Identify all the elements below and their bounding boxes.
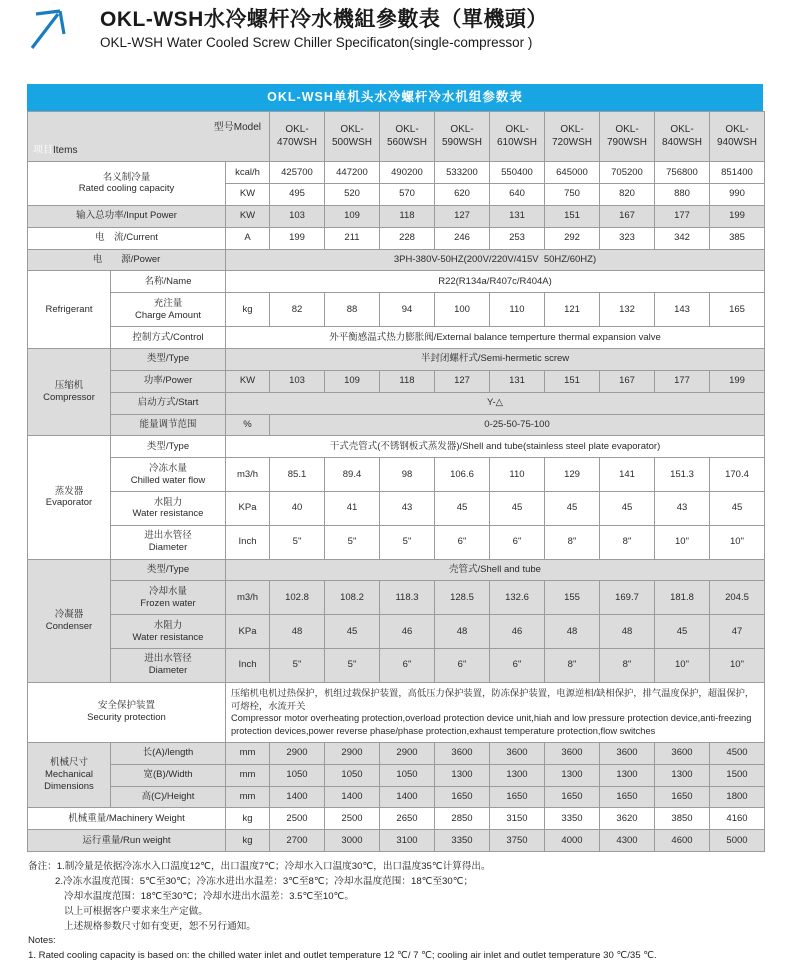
value-cell: 1650 (600, 786, 655, 808)
value-cell: 48 (545, 615, 600, 649)
value-cell: 292 (545, 227, 600, 249)
value-cell: 3850 (655, 808, 710, 830)
value-cell: 6" (435, 525, 490, 559)
group-label: Refrigerant (28, 271, 111, 349)
value-cell: 48 (435, 615, 490, 649)
item-label: 控制方式/Control (111, 327, 226, 349)
item-label: 长(A)/length (111, 742, 226, 764)
value-cell: 620 (435, 183, 490, 205)
value-cell: 2900 (325, 742, 380, 764)
item-label: 冷却水量 Frozen water (111, 581, 226, 615)
value-cell: 118.3 (380, 581, 435, 615)
value-cell: 3350 (545, 808, 600, 830)
value-cell: 1800 (710, 786, 765, 808)
value-cell: 151 (545, 370, 600, 392)
value-cell: 45 (490, 492, 545, 526)
spanned-value: 外平衡感温式热力膨胀阀/External balance temperture thermal expansion valve (226, 327, 765, 349)
value-cell: 6" (435, 648, 490, 682)
table-row (28, 348, 765, 370)
spanned-value: 半封闭螺杆式/Semi-hermetic screw (226, 348, 765, 370)
value-cell: 43 (655, 492, 710, 526)
value-cell: 2700 (270, 830, 325, 852)
value-cell: 2900 (270, 742, 325, 764)
value-cell: 1650 (545, 786, 600, 808)
value-cell: 2500 (270, 808, 325, 830)
value-cell: 45 (545, 492, 600, 526)
value-cell: 88 (325, 293, 380, 327)
value-cell: 2850 (435, 808, 490, 830)
spec-sheet (27, 84, 763, 852)
value-cell: 6" (490, 648, 545, 682)
value-cell: 3600 (545, 742, 600, 764)
value-cell: 8" (545, 525, 600, 559)
note-line: 以上可根据客户要求来生产定做。 (64, 905, 208, 917)
value-cell: 118 (380, 370, 435, 392)
item-label: 能量调节范围 (111, 414, 226, 436)
item-label: 水阻力 Water resistance (111, 615, 226, 649)
item-label: 进出水管径 Diameter (111, 525, 226, 559)
notes-block (28, 860, 762, 964)
value-cell: 4160 (710, 808, 765, 830)
value-cell: 89.4 (325, 458, 380, 492)
value-cell: 1300 (545, 764, 600, 786)
value-cell: 10" (655, 648, 710, 682)
table-row (28, 648, 765, 682)
unit-cell: mm (226, 742, 270, 764)
spanned-value: 干式壳管式(不锈钢板式蒸发器)/Shell and tube(stainless steel plate evaporator) (226, 436, 765, 458)
value-cell: 640 (490, 183, 545, 205)
table-row (28, 786, 765, 808)
value-cell: 151.3 (655, 458, 710, 492)
value-cell: 495 (270, 183, 325, 205)
value-cell: 2500 (325, 808, 380, 830)
note-line: Notes: (28, 935, 56, 947)
value-cell: 5" (380, 525, 435, 559)
value-cell: 1500 (710, 764, 765, 786)
table-row (28, 615, 765, 649)
value-cell: 1650 (490, 786, 545, 808)
value-cell: 167 (600, 370, 655, 392)
unit-cell: KW (226, 370, 270, 392)
value-cell: 8" (545, 648, 600, 682)
value-cell: 4000 (545, 830, 600, 852)
value-cell: 100 (435, 293, 490, 327)
value-cell: 211 (325, 227, 380, 249)
item-label: 名称/Name (111, 271, 226, 293)
item-label: 安全保护装置 Security protection (28, 682, 226, 742)
unit-cell: mm (226, 786, 270, 808)
value-cell: 46 (490, 615, 545, 649)
unit-cell: m3/h (226, 581, 270, 615)
item-label: 类型/Type (111, 348, 226, 370)
unit-cell: kcal/h (226, 162, 270, 184)
value-cell: 5000 (710, 830, 765, 852)
unit-cell: Inch (226, 648, 270, 682)
value-cell: 3600 (655, 742, 710, 764)
value-cell: 10" (655, 525, 710, 559)
model-header: OKL- 610WSH (490, 112, 545, 162)
value-cell: 246 (435, 227, 490, 249)
table-row (28, 392, 765, 414)
unit-cell: kg (226, 808, 270, 830)
value-cell: 127 (435, 370, 490, 392)
value-cell: 151 (545, 205, 600, 227)
value-cell: 10" (710, 525, 765, 559)
table-row (28, 370, 765, 392)
value-cell: 5" (270, 648, 325, 682)
table-row (28, 293, 765, 327)
value-cell: 109 (325, 205, 380, 227)
value-cell: 40 (270, 492, 325, 526)
unit-cell: mm (226, 764, 270, 786)
value-cell: 1400 (380, 786, 435, 808)
value-cell: 3350 (435, 830, 490, 852)
value-cell: 990 (710, 183, 765, 205)
value-cell: 1300 (655, 764, 710, 786)
note-line: 1. Rated cooling capacity is based on: the chilled water inlet and outlet temperature 12 ℃/ 7 ℃; cooling air inlet and outlet temperature 30 ℃/35 ℃. (28, 950, 657, 962)
value-cell: 45 (655, 615, 710, 649)
value-cell: 1650 (655, 786, 710, 808)
table-row (28, 581, 765, 615)
value-cell: 5" (325, 525, 380, 559)
value-cell: 127 (435, 205, 490, 227)
value-cell: 425700 (270, 162, 325, 184)
value-cell: 167 (600, 205, 655, 227)
value-cell: 228 (380, 227, 435, 249)
value-cell: 8" (600, 525, 655, 559)
table-row (28, 414, 765, 436)
value-cell: 1650 (435, 786, 490, 808)
value-cell: 323 (600, 227, 655, 249)
value-cell: 45 (710, 492, 765, 526)
model-header: OKL- 470WSH (270, 112, 325, 162)
model-header: OKL- 940WSH (710, 112, 765, 162)
value-cell: 750 (545, 183, 600, 205)
unit-cell: % (226, 414, 270, 436)
value-cell: 132.6 (490, 581, 545, 615)
item-label: 类型/Type (111, 559, 226, 581)
value-cell: 177 (655, 205, 710, 227)
up-right-arrow-icon (27, 7, 69, 53)
item-label: 充注量 Charge Amount (111, 293, 226, 327)
value-cell: 102.8 (270, 581, 325, 615)
spanned-value: R22(R134a/R407c/R404A) (226, 271, 765, 293)
value-cell: 128.5 (435, 581, 490, 615)
note-line: 上述规格参数尺寸如有变更，恕不另行通知。 (64, 920, 256, 932)
value-cell: 533200 (435, 162, 490, 184)
item-label: 类型/Type (111, 436, 226, 458)
item-label: 宽(B)/Width (111, 764, 226, 786)
value-cell: 45 (600, 492, 655, 526)
value-cell: 43 (380, 492, 435, 526)
table-row (28, 327, 765, 349)
value-cell: 4600 (655, 830, 710, 852)
spanned-value: Y-△ (226, 392, 765, 414)
model-header: OKL- 720WSH (545, 112, 600, 162)
value-cell: 5" (325, 648, 380, 682)
corner-cell (28, 112, 270, 162)
value-cell: 3600 (600, 742, 655, 764)
value-cell: 143 (655, 293, 710, 327)
value-cell: 3600 (490, 742, 545, 764)
value-cell: 385 (710, 227, 765, 249)
value-cell: 141 (600, 458, 655, 492)
value-cell: 109 (325, 370, 380, 392)
value-cell: 342 (655, 227, 710, 249)
spanned-value: 0-25-50-75-100 (270, 414, 765, 436)
item-label: 高(C)/Height (111, 786, 226, 808)
table-row (28, 458, 765, 492)
model-header: OKL- 790WSH (600, 112, 655, 162)
table-row (28, 742, 765, 764)
value-cell: 82 (270, 293, 325, 327)
page-title-en: OKL-WSH Water Cooled Screw Chiller Specificaton(single-compressor ) (100, 35, 533, 51)
corner-model-label: 型号Model (213, 122, 261, 133)
table-row (28, 764, 765, 786)
value-cell: 199 (710, 370, 765, 392)
value-cell: 4300 (600, 830, 655, 852)
value-cell: 103 (270, 370, 325, 392)
unit-cell: KPa (226, 492, 270, 526)
value-cell: 181.8 (655, 581, 710, 615)
item-label: 名义制冷量 Rated cooling capacity (28, 162, 226, 206)
value-cell: 85.1 (270, 458, 325, 492)
note-line: 冷却水温度范围：18℃至30℃；冷却水进出水温差：3.5℃至10℃。 (64, 890, 354, 902)
model-header: OKL- 560WSH (380, 112, 435, 162)
unit-cell: KPa (226, 615, 270, 649)
table-row (28, 271, 765, 293)
spec-table (27, 111, 765, 852)
value-cell: 94 (380, 293, 435, 327)
value-cell: 165 (710, 293, 765, 327)
value-cell: 1400 (325, 786, 380, 808)
value-cell: 177 (655, 370, 710, 392)
note-line: 备注：1.制冷量是依据冷冻水入口温度12℃，出口温度7℃；冷却水入口温度30℃，出口温度35℃计算得出。 (28, 861, 491, 873)
value-cell: 6" (380, 648, 435, 682)
value-cell: 8" (600, 648, 655, 682)
value-cell: 129 (545, 458, 600, 492)
item-label: 进出水管径 Diameter (111, 648, 226, 682)
value-cell: 3750 (490, 830, 545, 852)
value-cell: 110 (490, 458, 545, 492)
value-cell: 570 (380, 183, 435, 205)
value-cell: 1050 (380, 764, 435, 786)
table-row (28, 162, 765, 184)
model-header: OKL- 590WSH (435, 112, 490, 162)
table-row (28, 808, 765, 830)
table-row (28, 436, 765, 458)
table-row (28, 227, 765, 249)
item-label: 电 流/Current (28, 227, 226, 249)
value-cell: 103 (270, 205, 325, 227)
value-cell: 3100 (380, 830, 435, 852)
group-label: 冷凝器 Condenser (28, 559, 111, 682)
table-row (28, 525, 765, 559)
value-cell: 820 (600, 183, 655, 205)
item-label: 启动方式/Start (111, 392, 226, 414)
value-cell: 645000 (545, 162, 600, 184)
value-cell: 1300 (490, 764, 545, 786)
value-cell: 705200 (600, 162, 655, 184)
value-cell: 2650 (380, 808, 435, 830)
unit-cell: kg (226, 293, 270, 327)
note-line: 2.冷冻水温度范围：5℃至30℃；冷冻水进出水温差：3℃至8℃；冷却水温度范围：18℃至30℃； (55, 876, 474, 888)
spec-table-body (28, 112, 765, 852)
value-cell: 48 (600, 615, 655, 649)
value-cell: 3600 (435, 742, 490, 764)
group-label: 机械尺寸 Mechanical Dimensions (28, 742, 111, 808)
value-cell: 204.5 (710, 581, 765, 615)
value-cell: 155 (545, 581, 600, 615)
value-cell: 118 (380, 205, 435, 227)
value-cell: 1050 (325, 764, 380, 786)
value-cell: 170.4 (710, 458, 765, 492)
value-cell: 199 (270, 227, 325, 249)
value-cell: 520 (325, 183, 380, 205)
unit-cell: kg (226, 830, 270, 852)
unit-cell: KW (226, 205, 270, 227)
security-protection-text: 压缩机电机过热保护，机组过载保护装置，高低压力保护装置，防冻保护装置，电源逆相/缺相保护，排气温度保护，超温保护，可熔栓，水流开关 Compressor motor overheating protection,overload protection device unit,hiah and low pressure protection device,anti-freezing protection devices,power reverse phase/phase protection,exhaust temperature protection,flow switches (226, 682, 765, 742)
table-row (28, 830, 765, 852)
unit-cell: m3/h (226, 458, 270, 492)
group-label: 压缩机 Compressor (28, 348, 111, 436)
item-label: 电 源/Power (28, 249, 226, 271)
value-cell: 1400 (270, 786, 325, 808)
value-cell: 199 (710, 205, 765, 227)
value-cell: 851400 (710, 162, 765, 184)
unit-cell: A (226, 227, 270, 249)
titles (100, 0, 790, 50)
table-row (28, 682, 765, 742)
table-title-band: OKL-WSH单机头水冷螺杆冷水机组参数表 (27, 84, 763, 111)
table-row (28, 249, 765, 271)
value-cell: 48 (270, 615, 325, 649)
value-cell: 131 (490, 370, 545, 392)
value-cell: 2900 (380, 742, 435, 764)
value-cell: 110 (490, 293, 545, 327)
unit-cell: KW (226, 183, 270, 205)
value-cell: 108.2 (325, 581, 380, 615)
value-cell: 1300 (435, 764, 490, 786)
value-cell: 3150 (490, 808, 545, 830)
value-cell: 131 (490, 205, 545, 227)
value-cell: 1050 (270, 764, 325, 786)
value-cell: 550400 (490, 162, 545, 184)
model-header: OKL- 500WSH (325, 112, 380, 162)
table-row (28, 559, 765, 581)
value-cell: 106.6 (435, 458, 490, 492)
table-row (28, 492, 765, 526)
spanned-value: 壳管式/Shell and tube (226, 559, 765, 581)
value-cell: 98 (380, 458, 435, 492)
value-cell: 10" (710, 648, 765, 682)
value-cell: 253 (490, 227, 545, 249)
value-cell: 4500 (710, 742, 765, 764)
value-cell: 3000 (325, 830, 380, 852)
item-label: 输入总功率/Input Power (28, 205, 226, 227)
value-cell: 46 (380, 615, 435, 649)
item-label: 冷冻水量 Chilled water flow (111, 458, 226, 492)
value-cell: 132 (600, 293, 655, 327)
page-title-zh: OKL-WSH水冷螺杆冷水機組參數表（單機頭） (100, 8, 548, 31)
table-row (28, 205, 765, 227)
group-label: 蒸发器 Evaporator (28, 436, 111, 559)
value-cell: 1300 (600, 764, 655, 786)
value-cell: 5" (270, 525, 325, 559)
value-cell: 3620 (600, 808, 655, 830)
page-header (0, 0, 790, 84)
value-cell: 880 (655, 183, 710, 205)
value-cell: 47 (710, 615, 765, 649)
value-cell: 447200 (325, 162, 380, 184)
unit-cell: Inch (226, 525, 270, 559)
model-header: OKL- 840WSH (655, 112, 710, 162)
value-cell: 45 (435, 492, 490, 526)
value-cell: 45 (325, 615, 380, 649)
value-cell: 41 (325, 492, 380, 526)
corner-items-label: 项目Items (33, 144, 78, 156)
value-cell: 121 (545, 293, 600, 327)
item-label: 水阻力 Water resistance (111, 492, 226, 526)
value-cell: 756800 (655, 162, 710, 184)
value-cell: 6" (490, 525, 545, 559)
item-label: 功率/Power (111, 370, 226, 392)
spanned-value: 3PH-380V-50HZ(200V/220V/415V 50HZ/60HZ) (226, 249, 765, 271)
value-cell: 490200 (380, 162, 435, 184)
value-cell: 169.7 (600, 581, 655, 615)
item-label: 机械重量/Machinery Weight (28, 808, 226, 830)
item-label: 运行重量/Run weight (28, 830, 226, 852)
